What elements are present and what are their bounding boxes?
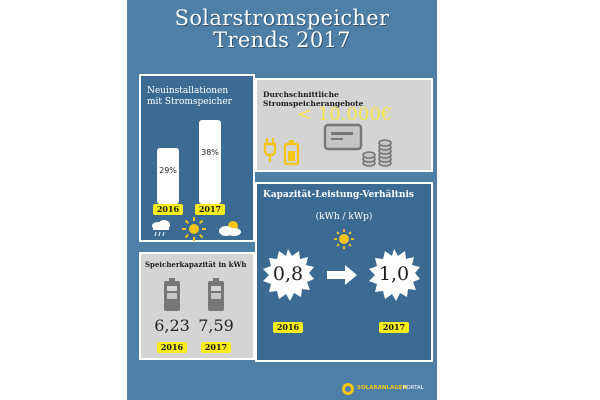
storage-year-2016: 2016 — [157, 342, 187, 353]
year-tag-2017: 2017 — [195, 204, 225, 215]
ratio-value-2017: 1,0 — [378, 263, 410, 285]
installations-panel — [139, 74, 255, 242]
partly-cloudy-icon — [215, 219, 245, 239]
installations-heading — [147, 86, 251, 108]
storage-value-2017: 7,59 — [198, 316, 234, 335]
year-tag-2016: 2016 — [153, 204, 183, 215]
ratio-year-2017: 2017 — [379, 322, 409, 333]
bar-2017 — [199, 120, 221, 204]
ratio-unit: (kWh / kWp) — [315, 212, 373, 222]
storage-heading: Speicherkapazität in kWh — [145, 260, 247, 269]
ratio-badge-2016 — [261, 248, 315, 302]
bar-2016-label: 29% — [159, 166, 177, 175]
bar-2017-label: 38% — [201, 148, 219, 157]
installations-heading-line-1: Neuinstallationen — [147, 86, 229, 96]
ratio-badge-2017 — [367, 248, 421, 302]
infographic — [127, 0, 437, 400]
ratio-sun-icon — [333, 228, 355, 250]
bar-2016 — [157, 148, 179, 204]
ratio-panel — [255, 182, 433, 362]
credit-card-icon — [323, 122, 363, 152]
sun-icon — [181, 216, 207, 242]
storage-panel — [139, 252, 255, 360]
plug-battery-icon — [263, 134, 303, 166]
rain-cloud-icon — [149, 219, 173, 239]
logo-text-light: PORTAL — [403, 385, 424, 391]
storage-year-2017: 2017 — [201, 342, 231, 353]
battery-icon — [163, 278, 181, 312]
logo-text-strong: SOLARANLAGEN — [357, 385, 408, 391]
logo — [341, 382, 435, 396]
logo-sun-icon — [341, 382, 355, 396]
price-panel — [255, 78, 433, 172]
storage-value-2016: 6,23 — [154, 316, 190, 335]
installations-heading-line-2: mit Stromspeicher — [147, 97, 232, 107]
arrow-right-icon — [325, 264, 359, 286]
title-block — [127, 0, 437, 56]
battery-icon — [207, 278, 225, 312]
coin-stack-icon — [361, 138, 403, 168]
price-heading: Durchschnittliche Stromspeicherangebote — [263, 90, 364, 108]
title-line-1: Solarstromspeicher — [174, 6, 390, 30]
ratio-year-2016: 2016 — [273, 322, 303, 333]
ratio-value-2016: 0,8 — [272, 263, 304, 285]
title-line-2: Trends 2017 — [213, 28, 351, 52]
ratio-heading: Kapazität-Leistung-Verhältnis — [263, 190, 414, 200]
price-value: < 10.000€ — [297, 104, 393, 125]
